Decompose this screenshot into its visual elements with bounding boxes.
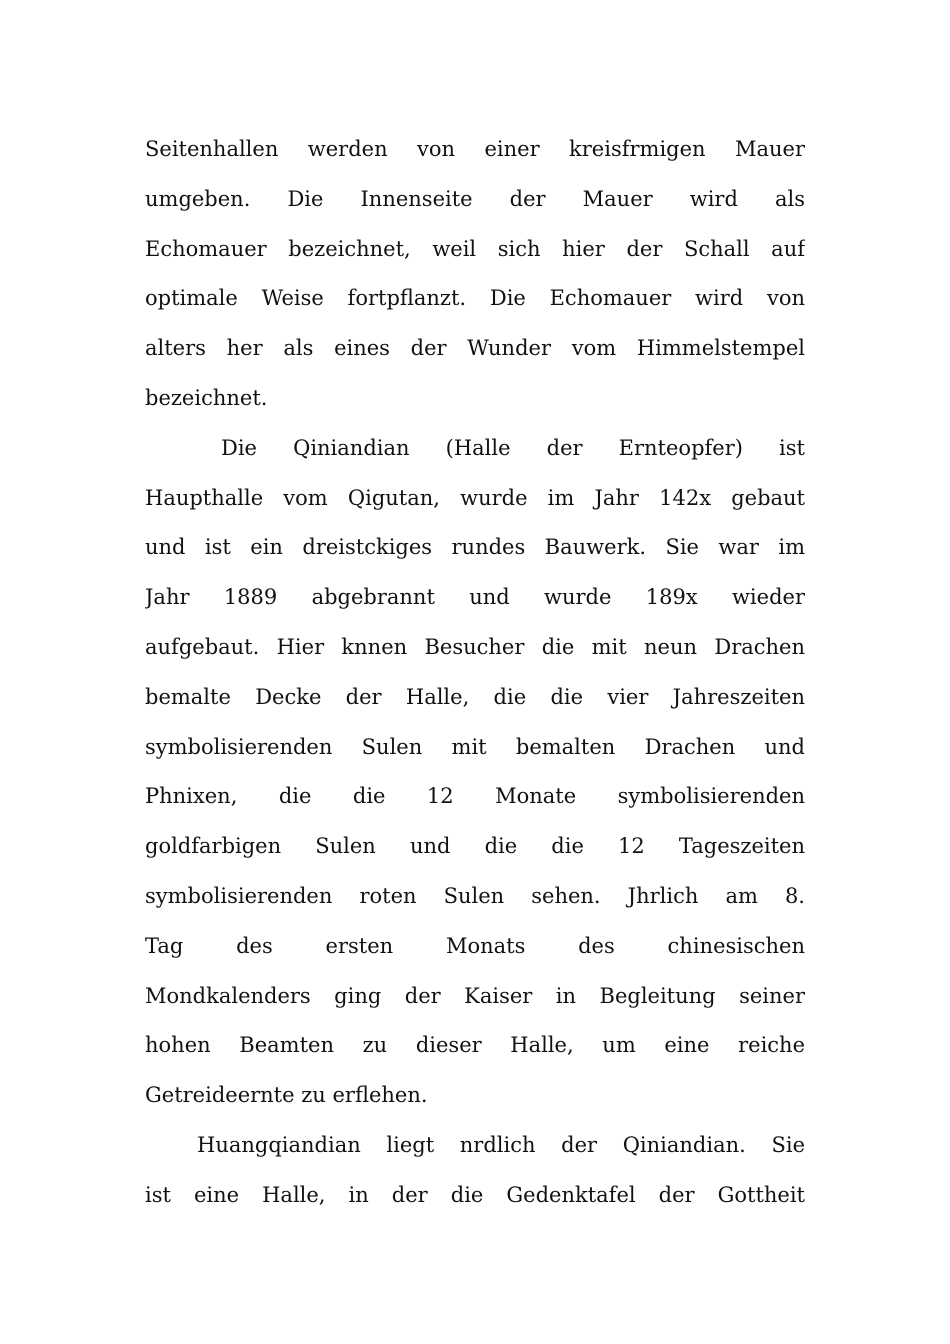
- text-line: Getreideernte zu erflehen.: [145, 1083, 428, 1108]
- text-line: und ist ein dreistckiges rundes Bauwerk. Sie war im: [145, 535, 805, 560]
- text-line: Huangqiandian liegt nrdlich der Qiniandian. Sie: [197, 1132, 805, 1157]
- text-line: umgeben. Die Innenseite der Mauer wird als: [145, 186, 805, 211]
- text-line: Echomauer bezeichnet, weil sich hier der Schall auf: [145, 236, 805, 261]
- text-line: alters her als eines der Wunder vom Himmelstempel: [145, 336, 805, 361]
- text-line: aufgebaut. Hier knnen Besucher die mit neun Drachen: [145, 634, 805, 659]
- text-line: Jahr 1889 abgebrannt und wurde 189x wieder: [145, 585, 805, 610]
- paragraph-qiniandian: [145, 424, 805, 1121]
- text-line: Mondkalenders ging der Kaiser in Begleitung seiner: [145, 983, 805, 1008]
- text-line: hohen Beamten zu dieser Halle, um eine reiche: [145, 1033, 805, 1058]
- text-line: Phnixen, die die 12 Monate symbolisierenden: [145, 784, 805, 809]
- text-line: bemalte Decke der Halle, die die vier Jahreszeiten: [145, 684, 805, 709]
- document-page: [145, 125, 805, 1221]
- paragraph-huangqiandian: [145, 1121, 805, 1221]
- paragraph-echo-wall: [145, 125, 805, 424]
- text-line: Haupthalle vom Qigutan, wurde im Jahr 142x gebaut: [145, 485, 805, 510]
- text-line: Seitenhallen werden von einer kreisfrmigen Mauer: [145, 137, 805, 161]
- text-line: symbolisierenden roten Sulen sehen. Jhrlich am 8.: [145, 883, 805, 908]
- text-line: Tag des ersten Monats des chinesischen: [145, 933, 805, 958]
- text-line: bezeichnet.: [145, 385, 268, 410]
- text-line: optimale Weise fortpflanzt. Die Echomauer wird von: [145, 286, 805, 311]
- text-line: goldfarbigen Sulen und die die 12 Tageszeiten: [145, 834, 805, 859]
- text-line: Die Qiniandian (Halle der Ernteopfer) ist: [221, 435, 805, 460]
- text-line: ist eine Halle, in der die Gedenktafel der Gottheit: [145, 1182, 805, 1207]
- text-line: symbolisierenden Sulen mit bemalten Drachen und: [145, 734, 805, 759]
